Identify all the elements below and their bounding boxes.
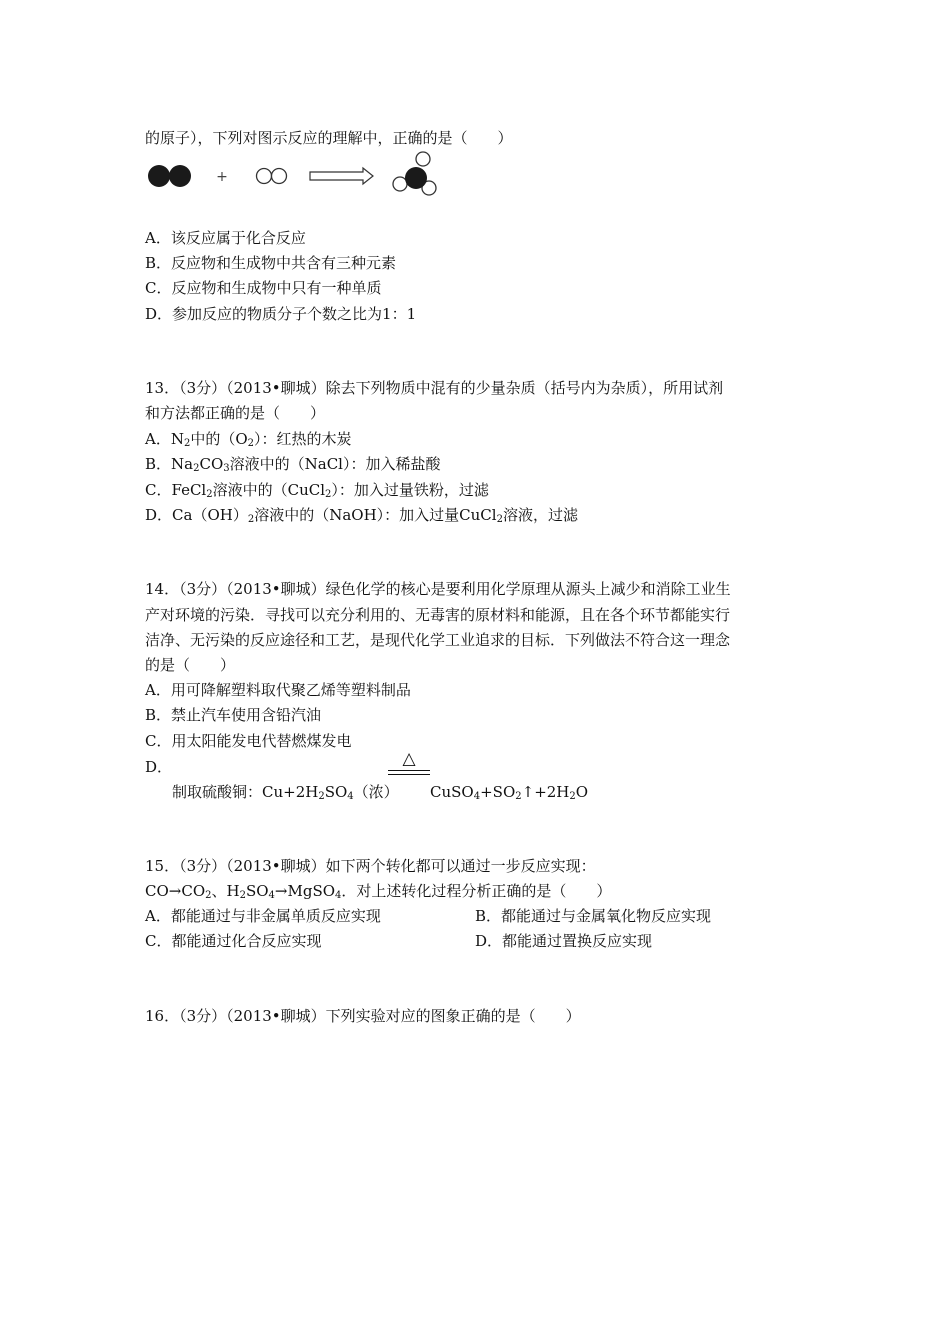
equation-bar-top <box>388 770 430 771</box>
plus-sign: + <box>216 169 228 185</box>
reaction-condition <box>386 750 432 778</box>
q13-option-c: C．FeCl$_2$溶液中的（CuCl$_2$）：加入过量铁粉，过滤 <box>145 481 489 500</box>
q15-stem-line1: 15．（3分）（2013•聊城）如下两个转化都可以通过一步反应实现： <box>145 857 596 875</box>
q13-option-b: B．$Na_2CO_3$溶液中的（NaCl）：加入稀盐酸 <box>145 455 441 474</box>
product-molecule <box>393 152 436 195</box>
q14-stem-line4: 的是（ ） <box>145 656 236 674</box>
q15-option-a: A．都能通过与非金属单质反应实现 <box>145 907 381 925</box>
heat-symbol-icon: △ <box>402 749 416 769</box>
q15-option-c: C．都能通过化合反应实现 <box>145 932 322 950</box>
reaction-diagram <box>145 150 445 202</box>
q15-stem-line2: $CO\to CO_2$、$H_2SO_4\to MgSO_4$．对上述转化过程分析正确的是（ ） <box>145 882 612 901</box>
q12-option-a: A．该反应属于化合反应 <box>145 229 306 247</box>
reaction-arrow-icon <box>310 168 373 184</box>
q13-option-a: A．$N_2$中的$(O_2)$：红热的木炭 <box>145 430 352 449</box>
q13-option-d: D．$Ca(OH)_2$溶液中的（NaOH）：加入过量CuCl$_2$溶液，过滤 <box>145 506 578 525</box>
q14-option-b: B．禁止汽车使用含铅汽油 <box>145 706 322 724</box>
q14-option-a: A．用可降解塑料取代聚乙烯等塑料制品 <box>145 681 411 699</box>
q15-option-d: D．都能通过置换反应实现 <box>475 932 653 950</box>
q14-stem-line3: 洁净、无污染的反应途径和工艺，是现代化学工业追求的目标．下列做法不符合这一理念 <box>145 631 731 649</box>
q12-option-c: C．反应物和生成物中只有一种单质 <box>145 279 382 297</box>
q16-stem: 16．（3分）（2013•聊城）下列实验对应的图象正确的是（ ） <box>145 1007 581 1025</box>
q15-option-b: B．都能通过与金属氧化物反应实现 <box>475 907 712 925</box>
q14-option-d-lhs: 制取硫酸铜：$Cu+2H_2SO_4$（浓） <box>172 783 399 802</box>
q14-option-d-label: D． <box>145 758 173 776</box>
equation-bar-bottom <box>388 774 430 775</box>
q12-option-d: D．参加反应的物质分子个数之比为1：1 <box>145 305 417 323</box>
q14-stem-line2: 产对环境的污染．寻找可以充分利用的、无毒害的原材料和能源，且在各个环节都能实行 <box>145 606 731 624</box>
q13-stem-line1: 13．（3分）（2013•聊城）除去下列物质中混有的少量杂质（括号内为杂质），所用试剂 <box>145 379 724 397</box>
q14-option-d-rhs: $CuSO_4+SO_2↑+2H_2O$ <box>430 783 589 802</box>
q12-stem: 的原子），下列对图示反应的理解中，正确的是（ ） <box>145 129 513 147</box>
reactant-black-molecule <box>148 165 191 187</box>
q12-option-b: B．反应物和生成物中共含有三种元素 <box>145 254 397 272</box>
q14-stem-line1: 14．（3分）（2013•聊城）绿色化学的核心是要利用化学原理从源头上减少和消除工业生 <box>145 580 731 598</box>
q13-stem-line2: 和方法都正确的是（ ） <box>145 404 326 422</box>
reactant-white-molecule <box>257 169 287 184</box>
q14-option-c: C．用太阳能发电代替燃煤发电 <box>145 732 352 750</box>
